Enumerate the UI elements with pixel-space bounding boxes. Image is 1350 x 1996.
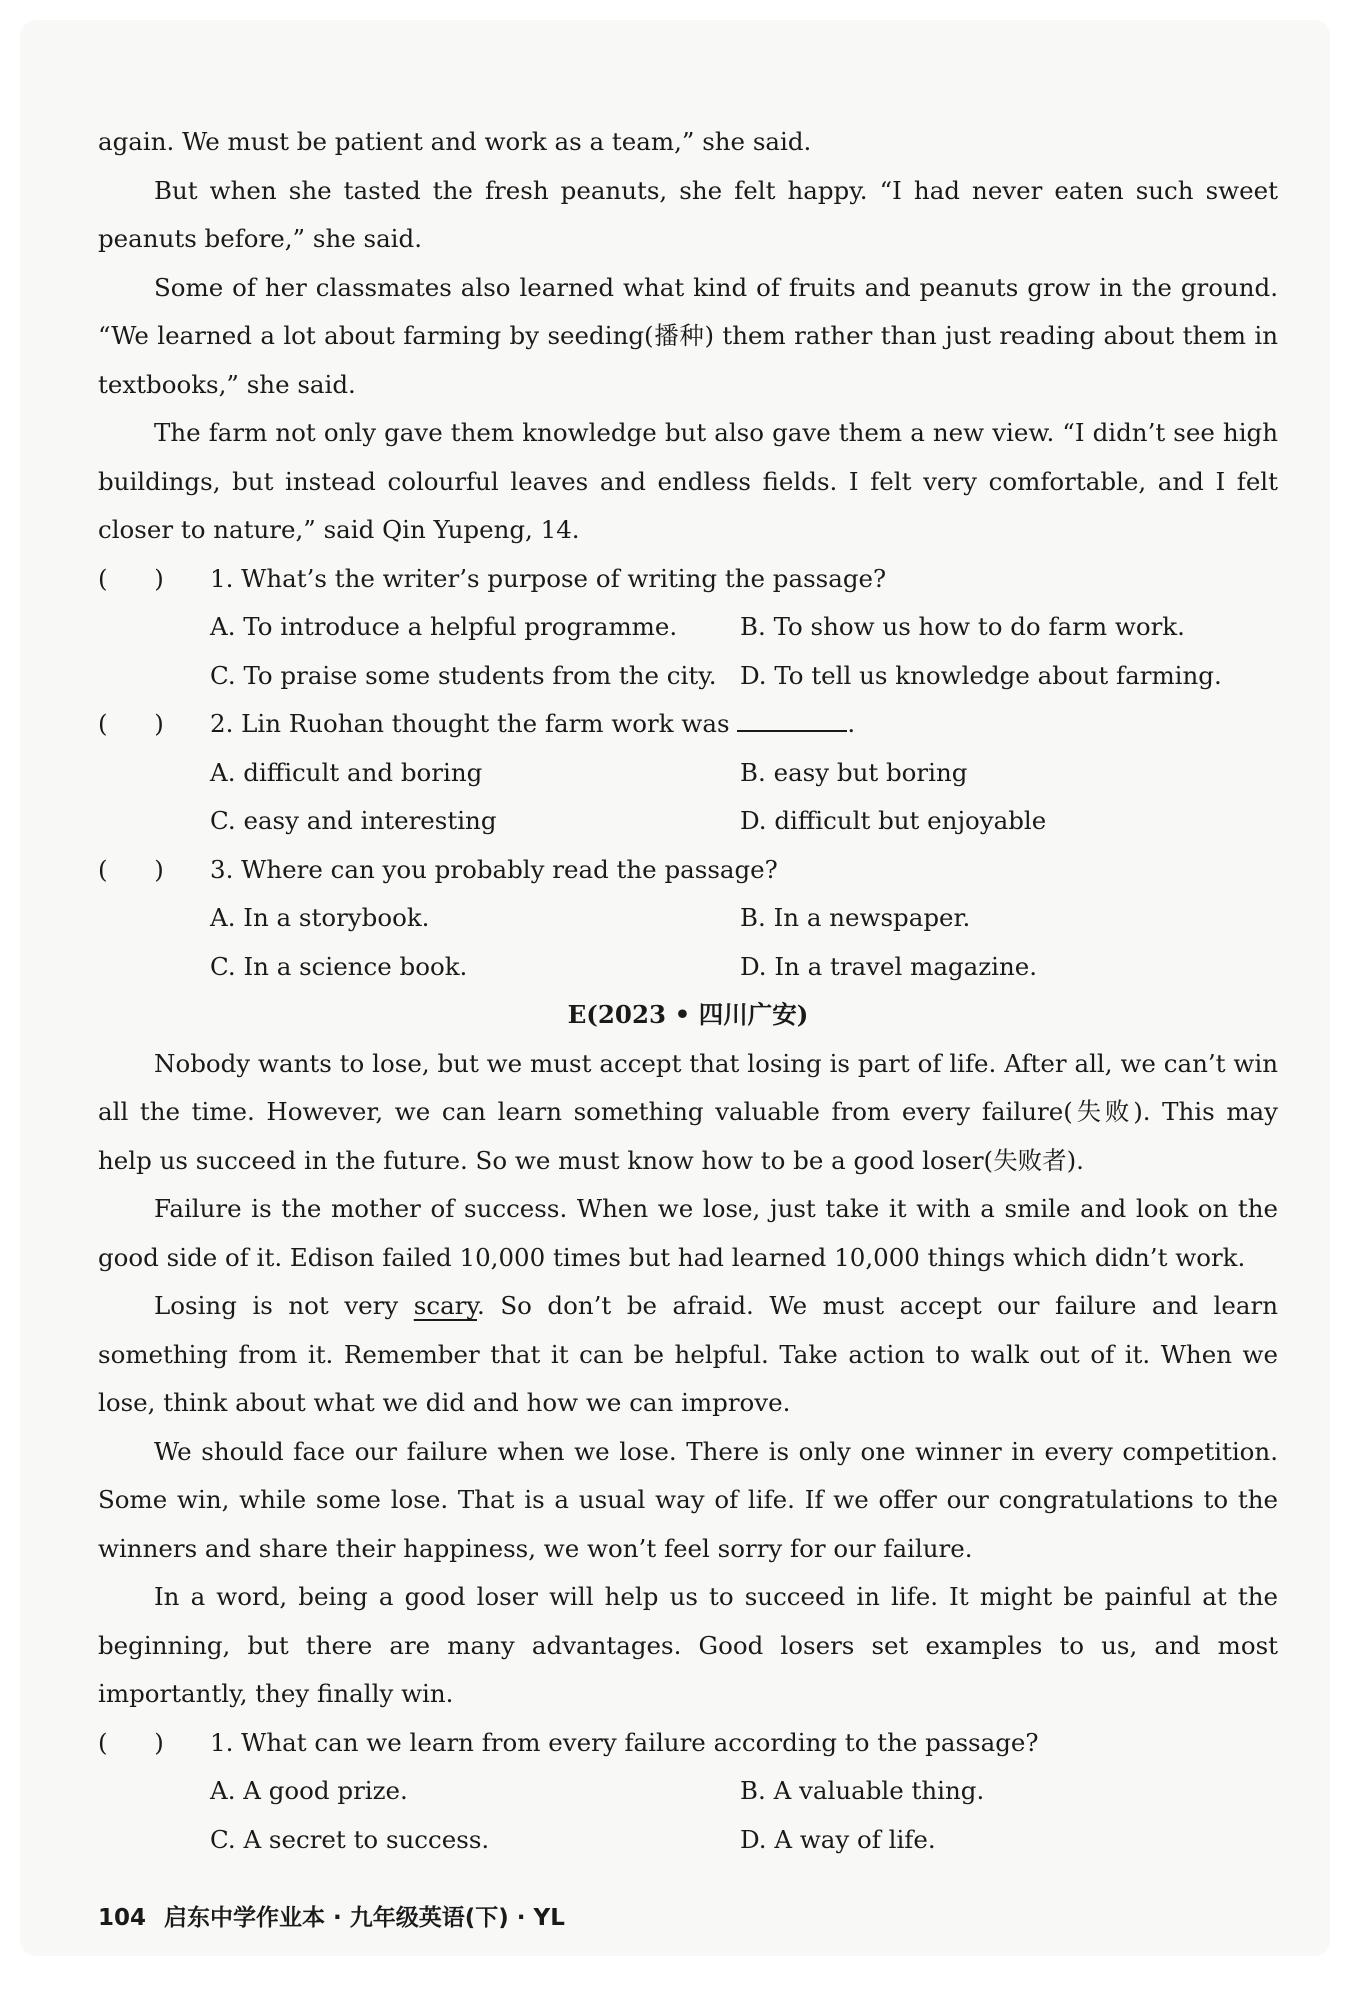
paragraph: In a word, being a good loser will help us to succeed in life. It might be painful at the beginning, but there are many advantages. Good losers set examples to us, and most importantly, they finally win.: [98, 1582, 1278, 1708]
option-b: B. easy but boring: [740, 757, 968, 787]
option-a: A. To introduce a helpful programme.: [210, 612, 678, 641]
answer-paren[interactable]: ( ): [98, 854, 164, 884]
option-c: C. In a science book.: [210, 951, 468, 981]
question-stem: 1. What’s the writer’s purpose of writing the passage?: [210, 563, 887, 593]
page-content: [98, 118, 1278, 1864]
paragraph-text: . So don’t be afraid. We must accept our failure and learn something from it. Remember that it can be helpful. Take action to walk out of it. When we lose, think about what we did and how we can improve.: [98, 1291, 1278, 1417]
paragraph-text: Losing is not very: [154, 1291, 414, 1320]
paragraph: But when she tasted the fresh peanuts, she felt happy. “I had never eaten such sweet peanuts before,” she said.: [98, 175, 1278, 253]
page-number: 104: [98, 1905, 147, 1931]
paragraph: [98, 1282, 1278, 1428]
answer-paren[interactable]: ( ): [98, 709, 164, 738]
question-d3-options: [210, 894, 1278, 991]
option-d: D. In a travel magazine.: [740, 951, 1038, 981]
option-b: B. In a newspaper.: [740, 903, 971, 932]
answer-blank[interactable]: [737, 706, 847, 732]
option-b: B. A valuable thing.: [740, 1776, 985, 1805]
question-e1-options: [210, 1767, 1278, 1864]
option-b: B. To show us how to do farm work.: [740, 612, 1185, 641]
book-title: 启东中学作业本 · 九年级英语(下) · YL: [164, 1905, 565, 1931]
question-stem-text: 2. Lin Ruohan thought the farm work was: [210, 709, 738, 738]
option-d: D. A way of life.: [740, 1824, 936, 1854]
question-d2-options: [210, 749, 1278, 846]
option-a: A. A good prize.: [210, 1776, 408, 1805]
paragraph: The farm not only gave them knowledge but also gave them a new view. “I didn’t see high buildings, but instead colourful leaves and endless fields. I felt very comfortable, and I felt closer to nature,” said Qin Yupeng, 14.: [98, 418, 1278, 544]
question-e1: [98, 1719, 1278, 1768]
question-d2: [98, 700, 1278, 749]
option-a: A. In a storybook.: [210, 903, 430, 932]
question-d3: [98, 846, 1278, 895]
option-d: D. difficult but enjoyable: [740, 806, 1047, 835]
question-d1: [98, 555, 1278, 604]
paragraph: Some of her classmates also learned what kind of fruits and peanuts grow in the ground. “We learned a lot about farming by seeding(播种) them rather than just reading about them in textbooks,” she said.: [98, 272, 1278, 399]
option-c: C. A secret to success.: [210, 1824, 490, 1854]
question-stem-end: .: [847, 709, 856, 738]
option-c: C. To praise some students from the city.: [210, 660, 717, 690]
option-a: A. difficult and boring: [210, 757, 483, 787]
answer-paren[interactable]: ( ): [98, 563, 164, 593]
question-stem: 3. Where can you probably read the passage?: [210, 854, 778, 884]
section-title: E(2023 • 四川广安): [567, 1000, 809, 1029]
paragraph: We should face our failure when we lose. There is only one winner in every competition. Some win, while some lose. That is a usual way of life. If we offer our congratulations to the winners and share their happiness, we won’t feel sorry for our failure.: [98, 1436, 1278, 1563]
page-footer: [98, 1899, 565, 1932]
question-stem: 1. What can we learn from every failure according to the passage?: [210, 1727, 1039, 1757]
option-c: C. easy and interesting: [210, 806, 497, 835]
option-d: D. To tell us knowledge about farming.: [740, 660, 1222, 690]
paragraph: Nobody wants to lose, but we must accept that losing is part of life. After all, we can’t win all the time. However, we can learn something valuable from every failure(失败). This may help us succeed in the future. So we must know how to be a good loser(失败者).: [98, 1048, 1278, 1175]
answer-paren[interactable]: ( ): [98, 1727, 164, 1757]
worksheet-page: [20, 20, 1330, 1956]
question-d1-options: [210, 603, 1278, 700]
question-stem: [210, 700, 855, 749]
paragraph: again. We must be patient and work as a team,” she said.: [98, 127, 812, 156]
paragraph: Failure is the mother of success. When we lose, just take it with a smile and look on the good side of it. Edison failed 10,000 times but had learned 10,000 things which didn’t work.: [98, 1194, 1278, 1272]
underlined-word: scary: [413, 1291, 477, 1320]
